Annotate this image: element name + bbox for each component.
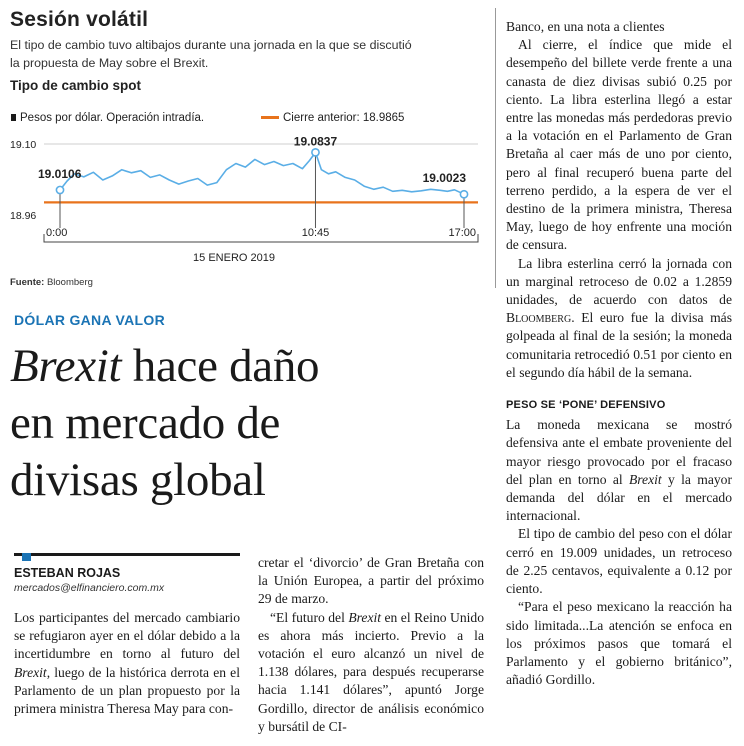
headline bbox=[10, 338, 490, 509]
text-run-italic: Brexit bbox=[628, 471, 662, 487]
paragraph: cretar el ‘divorcio’ de Gran Bretaña con la Unión Europea, a partir del próximo 29 de marzo. bbox=[258, 555, 484, 607]
chart-source-value: Bloomberg bbox=[46, 277, 93, 288]
headline-line1-rest: hace daño bbox=[121, 340, 320, 392]
paragraph: “Para el peso mexicano la reacción ha sido limitada...La atención se enfoca en los próximos pasos que tomará el Parlamento y el gobierno británico”, añadió Gordillo. bbox=[506, 599, 732, 688]
text-run: “El futuro del bbox=[270, 609, 349, 625]
paragraph: Banco, en una nota a clientes bbox=[506, 19, 665, 34]
paragraph bbox=[14, 609, 240, 718]
text-run: y la mayor demanda del dólar en el mercado internacional. bbox=[506, 471, 732, 524]
annotation-marker bbox=[56, 186, 63, 193]
annotation-marker bbox=[312, 149, 319, 156]
legend-close-swatch bbox=[261, 116, 279, 119]
paragraph bbox=[506, 416, 732, 525]
paragraph bbox=[506, 255, 732, 382]
chart-source bbox=[10, 277, 93, 288]
legend-close-label: Cierre anterior: 18.9865 bbox=[283, 112, 405, 124]
x-tick-label: 17:00 bbox=[448, 227, 476, 239]
plot-area bbox=[38, 134, 478, 239]
text-run: La moneda mexicana se mostró defensiva ante el embate proveniente del mayor riesgo provocado por el fracaso del plan en torno al bbox=[506, 417, 732, 487]
chart-box bbox=[10, 8, 488, 294]
y-tick-label: 19.10 bbox=[10, 139, 37, 151]
paragraph bbox=[258, 609, 484, 736]
text-run: , luego de la histórica derrota en el Parlamento de un plan propuesto por la primera ministra Theresa May para con- bbox=[14, 664, 240, 717]
series-line bbox=[60, 152, 464, 194]
annotation-label: 19.0106 bbox=[38, 166, 82, 181]
x-tick-label: 10:45 bbox=[301, 227, 330, 239]
chart-description-line: la propuesta de May sobre el Brexit. bbox=[10, 56, 209, 70]
y-tick-label: 18.96 bbox=[10, 210, 37, 222]
byline-accent bbox=[22, 553, 31, 561]
body-column-2 bbox=[258, 554, 484, 736]
headline-line2: en mercado de bbox=[10, 397, 281, 449]
paragraph: El tipo de cambio del peso con el dólar cerró en 19.009 unidades, un retroceso de 2.25 centavos, equivalente a 0.12 por ciento. bbox=[506, 526, 732, 597]
paragraph: Al cierre, el índice que mide el desempeño del billete verde frente a una canasta de diez divisas subió 0.25 por ciento. La libra esterlina llegó a estar entre las monedas más perdedoras previo a la votación en el Parlamento de Gran Bretaña al caer más de uno por ciento, pero al final recuperó buena parte del terreno perdido, a la espera de ver el destino de la primera ministra, Theresa May, luego de hoy enfrente una moción de censura. bbox=[506, 37, 732, 253]
chart-description-line: El tipo de cambio tuvo altibajos durante una jornada en la que se discutió bbox=[10, 38, 412, 52]
time-axis-bracket bbox=[44, 234, 478, 242]
chart-source-label: Fuente: bbox=[10, 277, 45, 288]
text-run-italic: Brexit bbox=[14, 664, 47, 680]
subheading: PESO SE ‘PONE’ DEFENSIVO bbox=[506, 399, 666, 412]
annotation-label: 19.0023 bbox=[422, 171, 466, 186]
text-run: . El euro fue la divisa más golpeada al final de la sesión; la moneda comunitaria retrocedió 0.51 por ciento en el segundo día hábil de la semana. bbox=[506, 310, 732, 380]
chart-subtitle: Tipo de cambio spot bbox=[10, 78, 142, 93]
text-run: Los participantes del mercado cambiario se refugiaron ayer en el dólar debido a la incertidumbre en torno al futuro del bbox=[14, 610, 240, 662]
byline-name: ESTEBAN ROJAS bbox=[14, 566, 121, 580]
text-run-smallcaps: Bloomberg bbox=[506, 310, 572, 326]
annotation-label: 19.0837 bbox=[293, 134, 338, 149]
legend-series-swatch bbox=[11, 114, 16, 121]
x-tick-label: 0:00 bbox=[46, 227, 68, 239]
headline-line3: divisas global bbox=[10, 454, 266, 506]
kicker: DÓLAR GANA VALOR bbox=[14, 312, 166, 328]
chart-description bbox=[10, 36, 488, 72]
chart-title: Sesión volátil bbox=[10, 8, 149, 31]
text-run: en el Reino Unido es ahora más incierto. Previo a la votación el euro alcanzó un nivel de 1.138 dólares, para después recuperarse hacia 1.141 dólares”, apuntó Jorge Gordillo, director de análisis económico y bursátil de CI- bbox=[258, 609, 484, 734]
date-label: 15 ENERO 2019 bbox=[193, 252, 275, 264]
text-run: La libra esterlina cerró la jornada con un marginal retroceso de 0.02 a 1.2859 unidades, de acuerdo con datos de bbox=[506, 255, 732, 308]
byline-rule bbox=[14, 553, 240, 556]
body-column-3 bbox=[506, 18, 732, 689]
annotation-marker bbox=[460, 191, 467, 198]
byline-email: mercados@elfinanciero.com.mx bbox=[14, 582, 165, 594]
legend-series-label: Pesos por dólar. Operación intradía. bbox=[20, 112, 205, 124]
body-column-1 bbox=[14, 609, 240, 718]
line-chart bbox=[10, 112, 488, 274]
column-divider bbox=[495, 8, 496, 288]
text-run-italic: Brexit bbox=[348, 609, 382, 625]
headline-italic: Brexit bbox=[10, 340, 122, 392]
